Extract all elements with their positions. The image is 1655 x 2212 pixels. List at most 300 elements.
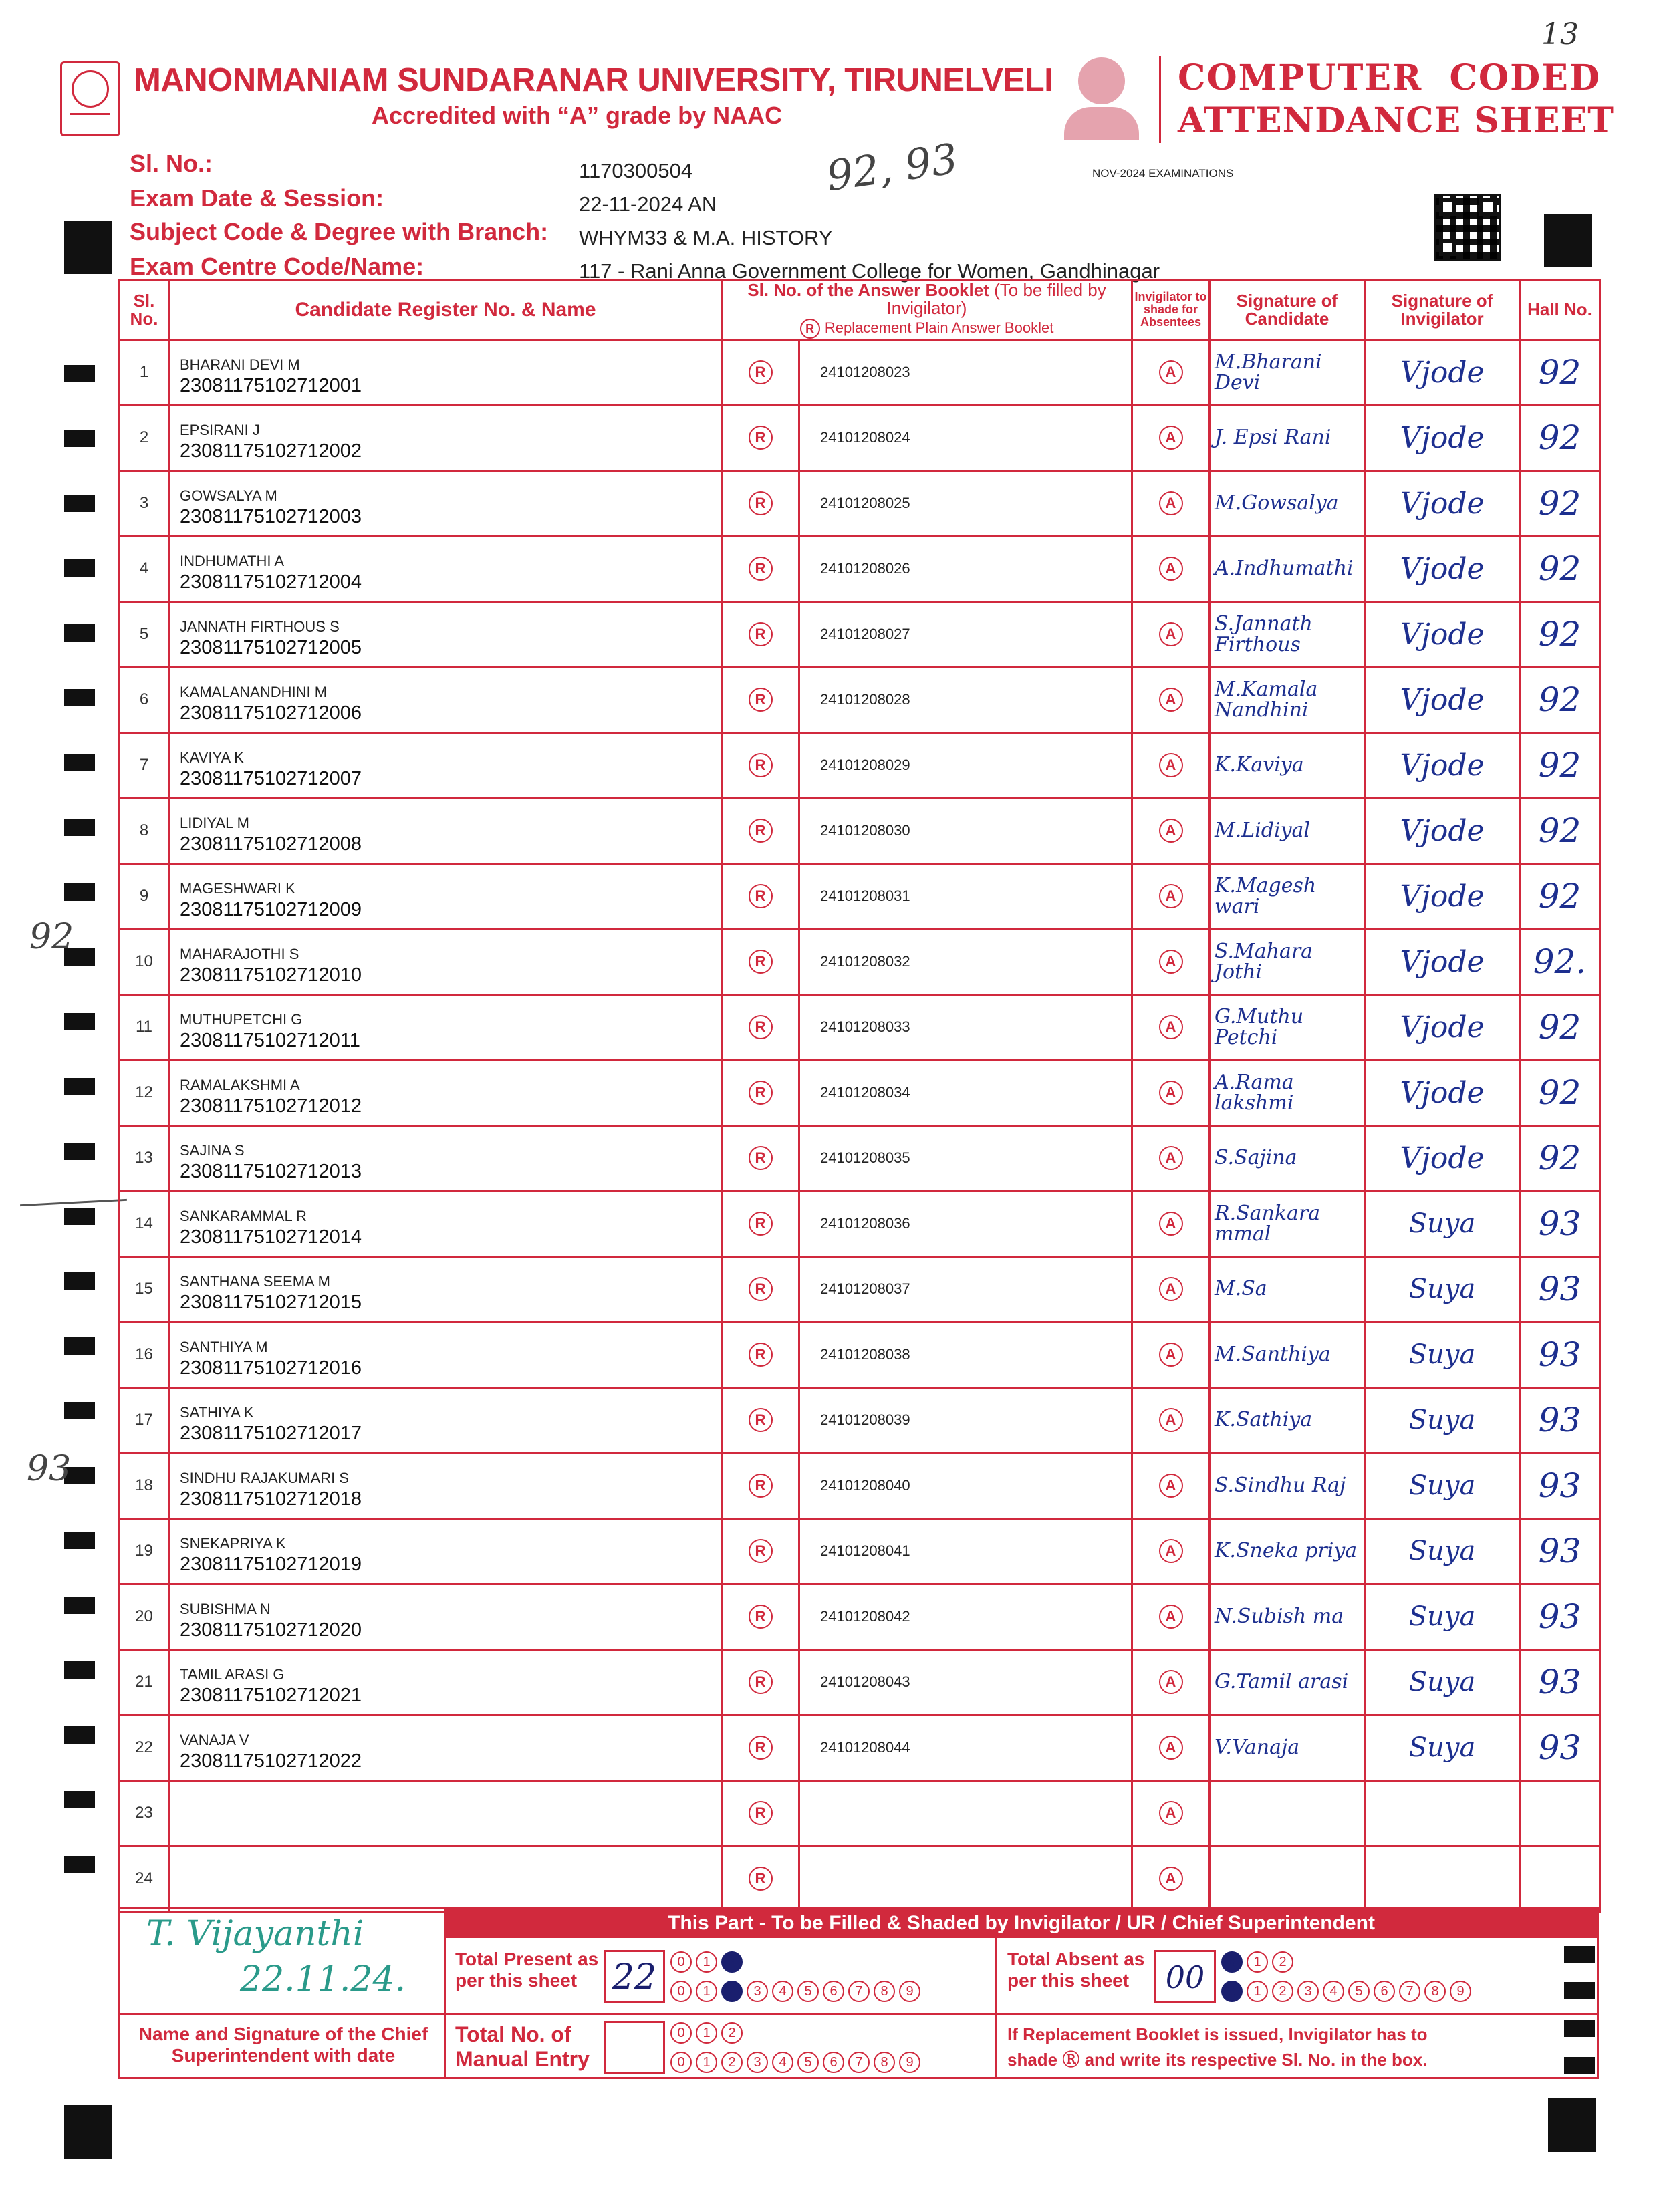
digit-bubble[interactable]: 1	[696, 2022, 717, 2044]
candidate-register-no: 23081175102712022	[180, 1750, 362, 1772]
replacement-bubble-cell[interactable]	[722, 1649, 799, 1715]
absent-bubble-cell[interactable]	[1132, 536, 1210, 601]
absent-bubble[interactable]: A	[1159, 1605, 1183, 1629]
replacement-bubble[interactable]: R	[749, 753, 773, 777]
header-sl: Sl. No.	[119, 281, 170, 340]
timing-mark	[64, 1272, 95, 1290]
digit-bubble[interactable]: 1	[1247, 1951, 1268, 1973]
digit-bubble[interactable]: 0	[670, 2022, 692, 2044]
booklet-no: 24101208033	[799, 994, 1132, 1060]
row-sl-no: 2	[119, 405, 170, 470]
digit-bubble[interactable]: 4	[772, 2052, 793, 2073]
absent-bubble[interactable]: A	[1159, 1081, 1183, 1105]
exam-date-label: Exam Date & Session:	[130, 184, 384, 212]
candidate-cell	[170, 1322, 722, 1387]
absent-bubble[interactable]: A	[1159, 884, 1183, 908]
replacement-bubble-cell[interactable]	[722, 601, 799, 667]
invigilator-signature: Suya	[1365, 1715, 1520, 1780]
digit-bubble[interactable]: 0	[670, 1981, 692, 2002]
booklet-no: 24101208028	[799, 667, 1132, 732]
chief-vertical	[444, 1909, 446, 2077]
absent-bubble[interactable]: A	[1159, 1343, 1183, 1367]
hall-no: 92	[1520, 1125, 1600, 1191]
replacement-bubble[interactable]: R	[749, 1539, 773, 1563]
hall-no: 92	[1520, 601, 1600, 667]
hall-no: 92	[1520, 732, 1600, 798]
timing-mark	[64, 1143, 95, 1160]
digit-bubble[interactable]: 3	[747, 2052, 768, 2073]
candidate-signature: M.Lidiyal	[1210, 798, 1365, 863]
absent-bubble-cell[interactable]	[1132, 339, 1210, 405]
digit-bubble[interactable]: 8	[874, 2052, 895, 2073]
replacement-bubble-cell[interactable]	[722, 1060, 799, 1125]
candidate-name: MAGESHWARI K	[180, 879, 295, 897]
replacement-bubble[interactable]: R	[749, 1343, 773, 1367]
absent-bubble-cell[interactable]	[1132, 470, 1210, 536]
absent-bubble[interactable]: A	[1159, 360, 1183, 384]
absent-bubble[interactable]: A	[1159, 1867, 1183, 1891]
absent-bubble-cell[interactable]	[1132, 1453, 1210, 1518]
header-hall: Hall No.	[1520, 281, 1600, 340]
replacement-bubble-cell[interactable]	[722, 1453, 799, 1518]
digit-bubble[interactable]: 3	[1297, 1981, 1319, 2002]
candidate-register-no: 23081175102712007	[180, 767, 362, 789]
candidate-signature: G.Muthu Petchi	[1210, 994, 1365, 1060]
digit-bubble[interactable]: 2	[721, 2052, 743, 2073]
replacement-bubble-cell[interactable]	[722, 1518, 799, 1584]
candidate-cell	[170, 929, 722, 994]
total-present-value: 22	[612, 1957, 657, 1997]
manual-units-bubbles[interactable]	[670, 2052, 924, 2073]
candidate-signature: G.Tamil arasi	[1210, 1649, 1365, 1715]
row-sl-no: 20	[119, 1584, 170, 1649]
hall-no: 93	[1520, 1387, 1600, 1453]
invigilator-signature: Vjode	[1365, 994, 1520, 1060]
candidate-cell	[170, 994, 722, 1060]
candidate-cell	[170, 798, 722, 863]
absent-bubble-cell[interactable]	[1132, 1649, 1210, 1715]
replacement-bubble-cell[interactable]	[722, 1780, 799, 1846]
absent-bubble[interactable]: A	[1159, 1539, 1183, 1563]
replacement-bubble[interactable]: R	[749, 1015, 773, 1039]
absent-bubble-cell[interactable]	[1132, 1322, 1210, 1387]
timing-mark	[64, 1597, 95, 1614]
absent-bubble[interactable]: A	[1159, 1146, 1183, 1170]
candidate-name: SUBISHMA N	[180, 1600, 271, 1617]
candidate-signature: M.Santhiya	[1210, 1322, 1365, 1387]
total-absent-box[interactable]	[1154, 1950, 1216, 2003]
digit-bubble[interactable]: 0	[670, 2052, 692, 2073]
candidate-cell	[170, 339, 722, 405]
row-sl-no: 7	[119, 732, 170, 798]
table-row	[119, 1322, 1600, 1387]
digit-bubble[interactable]: 2	[1272, 1981, 1293, 2002]
candidate-name: INDHUMATHI A	[180, 552, 285, 569]
candidate-register-no: 23081175102712011	[180, 1029, 360, 1051]
university-name: MANONMANIAM SUNDARANAR UNIVERSITY, TIRUNELVELI	[134, 62, 1053, 98]
digit-bubble[interactable]: 0	[670, 1951, 692, 1973]
registration-square	[64, 221, 112, 274]
candidate-name: MUTHUPETCHI G	[180, 1010, 303, 1028]
booklet-no: 24101208038	[799, 1322, 1132, 1387]
replacement-bubble[interactable]: R	[749, 491, 773, 515]
replacement-bubble-cell[interactable]	[722, 1846, 799, 1911]
hall-no: 92	[1520, 470, 1600, 536]
hall-no: 92	[1520, 339, 1600, 405]
candidate-name: SATHIYA K	[180, 1403, 254, 1421]
digit-bubble[interactable]: 8	[874, 1981, 895, 2002]
digit-bubble[interactable]: 9	[899, 2052, 920, 2073]
absent-bubble-cell[interactable]	[1132, 994, 1210, 1060]
digit-bubble[interactable]: 6	[823, 2052, 844, 2073]
invigilator-signature: Vjode	[1365, 536, 1520, 601]
candidate-name: SANKARAMMAL R	[180, 1207, 307, 1224]
replacement-bubble-cell[interactable]	[722, 405, 799, 470]
candidate-cell	[170, 1191, 722, 1256]
candidate-cell	[170, 470, 722, 536]
invigilator-signature: Vjode	[1365, 732, 1520, 798]
absent-units-bubbles[interactable]	[1221, 1981, 1475, 2002]
row-sl-no: 22	[119, 1715, 170, 1780]
candidate-signature: M.Sa	[1210, 1256, 1365, 1322]
replacement-bubble[interactable]: R	[749, 1801, 773, 1825]
replacement-bubble[interactable]: R	[749, 426, 773, 450]
replacement-bubble[interactable]: R	[749, 1212, 773, 1236]
hall-no: 93	[1520, 1649, 1600, 1715]
absent-bubble[interactable]: A	[1159, 1277, 1183, 1301]
absent-bubble[interactable]: A	[1159, 819, 1183, 843]
timing-mark	[64, 1013, 95, 1030]
absent-bubble-cell[interactable]	[1132, 929, 1210, 994]
candidate-register-no: 23081175102712013	[180, 1160, 362, 1182]
replacement-bubble-cell[interactable]	[722, 929, 799, 994]
timing-mark	[64, 754, 95, 771]
digit-bubble[interactable]: 5	[1348, 1981, 1370, 2002]
hall-no: 93	[1520, 1256, 1600, 1322]
total-present-box[interactable]	[604, 1950, 665, 2003]
manual-tens-bubbles[interactable]	[670, 2022, 747, 2044]
invigilator-signature: Suya	[1365, 1256, 1520, 1322]
row-sl-no: 23	[119, 1780, 170, 1846]
candidate-cell	[170, 405, 722, 470]
sheet-title-2: ATTENDANCE SHEET	[1178, 100, 1614, 141]
timing-mark	[64, 365, 95, 382]
table-row	[119, 1060, 1600, 1125]
absent-bubble-cell[interactable]	[1132, 1584, 1210, 1649]
candidate-cell	[170, 732, 722, 798]
total-present-label: Total Present as per this sheet	[455, 1949, 599, 1991]
absent-bubble-cell[interactable]	[1132, 1715, 1210, 1780]
absent-bubble[interactable]: A	[1159, 1408, 1183, 1432]
absent-bubble[interactable]: A	[1159, 1015, 1183, 1039]
digit-bubble[interactable]: 3	[747, 1981, 768, 2002]
booklet-no: 24101208031	[799, 863, 1132, 929]
replacement-bubble[interactable]: R	[749, 1408, 773, 1432]
replacement-bubble-cell[interactable]	[722, 667, 799, 732]
booklet-no: 24101208034	[799, 1060, 1132, 1125]
digit-bubble[interactable]: 2	[721, 1951, 743, 1973]
digit-bubble[interactable]: 1	[696, 2052, 717, 2073]
absent-bubble-cell[interactable]	[1132, 1387, 1210, 1453]
timing-mark	[64, 1337, 95, 1355]
candidate-cell	[170, 1715, 722, 1780]
candidate-name: SAJINA S	[180, 1141, 245, 1159]
absent-bubble[interactable]: A	[1159, 1670, 1183, 1694]
candidate-register-no: 23081175102712008	[180, 833, 362, 855]
hall-no: 93	[1520, 1191, 1600, 1256]
absent-bubble-cell[interactable]	[1132, 732, 1210, 798]
timing-mark	[64, 689, 95, 706]
replacement-bubble-cell[interactable]	[722, 1191, 799, 1256]
table-row	[119, 994, 1600, 1060]
replacement-bubble-cell[interactable]	[722, 1387, 799, 1453]
replacement-bubble-cell[interactable]	[722, 536, 799, 601]
chief-label: Name and Signature of the Chief Superintendent with date	[138, 2024, 428, 2066]
candidate-signature: V.Vanaja	[1210, 1715, 1365, 1780]
sl-no-label: Sl. No.:	[130, 150, 213, 177]
absent-bubble-cell[interactable]	[1132, 1256, 1210, 1322]
founder-portrait	[1064, 53, 1139, 142]
table-row	[119, 1125, 1600, 1191]
absent-bubble-cell[interactable]	[1132, 1125, 1210, 1191]
timing-mark	[64, 624, 95, 642]
registration-square	[1544, 214, 1592, 267]
table-row	[119, 1780, 1600, 1846]
centre-value: 117 - Rani Anna Government College for Women, Gandhinagar	[579, 259, 1160, 283]
absent-bubble-cell[interactable]	[1132, 1191, 1210, 1256]
header-invigilator-shade: Invigilator to shade for Absentees	[1132, 281, 1210, 340]
absent-bubble[interactable]: A	[1159, 950, 1183, 974]
row-sl-no: 17	[119, 1387, 170, 1453]
replacement-bubble[interactable]: R	[749, 688, 773, 712]
timing-mark	[64, 495, 95, 512]
row-sl-no: 14	[119, 1191, 170, 1256]
absent-bubble[interactable]: A	[1159, 557, 1183, 581]
replacement-bubble[interactable]: R	[749, 1736, 773, 1760]
chief-signature: T. Vijayanthi	[146, 1914, 364, 1954]
absent-bubble-cell[interactable]	[1132, 601, 1210, 667]
replacement-bubble-cell[interactable]	[722, 732, 799, 798]
timing-mark	[64, 1402, 95, 1419]
table-row	[119, 1453, 1600, 1518]
row-sl-no: 11	[119, 994, 170, 1060]
absent-bubble[interactable]: A	[1159, 1801, 1183, 1825]
header-replacement: Replacement Plain Answer Booklet	[824, 319, 1054, 336]
table-row	[119, 1518, 1600, 1584]
absent-bubble-cell[interactable]	[1132, 1846, 1210, 1911]
replacement-bubble[interactable]: R	[749, 1146, 773, 1170]
absent-bubble-cell[interactable]	[1132, 798, 1210, 863]
absent-divider	[995, 1938, 997, 2013]
candidate-name: EPSIRANI J	[180, 421, 260, 438]
absent-bubble[interactable]: A	[1159, 753, 1183, 777]
replacement-bubble[interactable]: R	[749, 1670, 773, 1694]
digit-bubble[interactable]: 7	[848, 1981, 870, 2002]
digit-bubble[interactable]: 2	[721, 1981, 743, 2002]
invigilator-signature	[1365, 1846, 1520, 1911]
candidate-register-no: 23081175102712016	[180, 1357, 362, 1379]
replacement-bubble[interactable]: R	[749, 557, 773, 581]
hall-no	[1520, 1846, 1600, 1911]
hall-no: 93	[1520, 1322, 1600, 1387]
hall-no: 92	[1520, 863, 1600, 929]
candidate-signature: K.Magesh wari	[1210, 863, 1365, 929]
candidate-name: MAHARAJOTHI S	[180, 945, 299, 962]
table-row	[119, 667, 1600, 732]
candidate-signature: J. Epsi Rani	[1210, 405, 1365, 470]
absent-bubble-cell[interactable]	[1132, 1780, 1210, 1846]
absent-tens-bubbles[interactable]	[1221, 1951, 1297, 1973]
hall-no: 92	[1520, 405, 1600, 470]
candidate-signature: A.Rama lakshmi	[1210, 1060, 1365, 1125]
replacement-bubble[interactable]: R	[749, 1474, 773, 1498]
absent-bubble[interactable]: A	[1159, 1736, 1183, 1760]
replacement-bubble[interactable]: R	[749, 950, 773, 974]
row-sl-no: 4	[119, 536, 170, 601]
replacement-bubble-cell[interactable]	[722, 1125, 799, 1191]
digit-bubble[interactable]: 5	[797, 2052, 819, 2073]
digit-bubble[interactable]: 1	[696, 1951, 717, 1973]
digit-bubble[interactable]: 0	[1221, 1981, 1243, 2002]
digit-bubble[interactable]: 4	[1323, 1981, 1344, 2002]
replacement-note: If Replacement Booklet is issued, Invigilator has to shade Ⓡ and write its respective Sl. No. in the box.	[1007, 2024, 1428, 2070]
booklet-no: 24101208025	[799, 470, 1132, 536]
booklet-no: 24101208036	[799, 1191, 1132, 1256]
replacement-bubble[interactable]: R	[749, 360, 773, 384]
absent-bubble-cell[interactable]	[1132, 1518, 1210, 1584]
booklet-no: 24101208024	[799, 405, 1132, 470]
candidate-signature: R.Sankara mmal	[1210, 1191, 1365, 1256]
absent-bubble[interactable]: A	[1159, 622, 1183, 646]
invigilator-signature: Vjode	[1365, 1060, 1520, 1125]
replacement-bubble-cell[interactable]	[722, 863, 799, 929]
replacement-bubble-cell[interactable]	[722, 1584, 799, 1649]
candidate-cell	[170, 1060, 722, 1125]
present-units-bubbles[interactable]	[670, 1981, 924, 2002]
digit-bubble[interactable]: 1	[696, 1981, 717, 2002]
digit-bubble[interactable]: 5	[797, 1981, 819, 2002]
candidate-register-no: 23081175102712010	[180, 964, 362, 986]
digit-bubble[interactable]: 7	[848, 2052, 870, 2073]
invigilator-signature: Vjode	[1365, 929, 1520, 994]
booklet-no: 24101208032	[799, 929, 1132, 994]
replacement-bubble-cell[interactable]	[722, 339, 799, 405]
chief-divider	[120, 2013, 446, 2015]
absent-bubble-cell[interactable]	[1132, 863, 1210, 929]
booklet-no: 24101208027	[799, 601, 1132, 667]
candidate-name: SANTHANA SEEMA M	[180, 1272, 330, 1290]
header-candidate: Candidate Register No. & Name	[170, 281, 722, 340]
digit-bubble[interactable]: 9	[1450, 1981, 1471, 2002]
absent-bubble[interactable]: A	[1159, 491, 1183, 515]
candidate-signature: S.Mahara Jothi	[1210, 929, 1365, 994]
present-tens-bubbles[interactable]	[670, 1951, 747, 1973]
digit-bubble[interactable]: 0	[1221, 1951, 1243, 1973]
hall-no: 92.	[1520, 929, 1600, 994]
centre-label: Exam Centre Code/Name:	[130, 253, 424, 280]
digit-bubble[interactable]: 7	[1399, 1981, 1420, 2002]
invigilator-signature: Suya	[1365, 1322, 1520, 1387]
timing-mark	[64, 883, 95, 901]
digit-bubble[interactable]: 6	[1374, 1981, 1395, 2002]
replacement-bubble[interactable]: R	[749, 1081, 773, 1105]
booklet-no: 24101208029	[799, 732, 1132, 798]
candidate-cell	[170, 1846, 722, 1911]
exam-date-value: 22-11-2024 AN	[579, 192, 717, 216]
candidate-name: LIDIYAL M	[180, 814, 249, 831]
row-sl-no: 8	[119, 798, 170, 863]
booklet-no: 24101208023	[799, 339, 1132, 405]
absent-bubble-cell[interactable]	[1132, 1060, 1210, 1125]
candidate-signature	[1210, 1780, 1365, 1846]
candidate-cell	[170, 1387, 722, 1453]
sheet-title-1: COMPUTER CODED	[1178, 57, 1601, 98]
replacement-bubble[interactable]: R	[749, 819, 773, 843]
candidate-cell	[170, 1780, 722, 1846]
absent-bubble[interactable]: A	[1159, 1212, 1183, 1236]
replacement-bubble[interactable]: R	[749, 1605, 773, 1629]
candidate-register-no: 23081175102712004	[180, 571, 362, 593]
digit-bubble[interactable]: 8	[1424, 1981, 1446, 2002]
replacement-bubble[interactable]: R	[749, 622, 773, 646]
absent-bubble-cell[interactable]	[1132, 405, 1210, 470]
booklet-no: 24101208042	[799, 1584, 1132, 1649]
candidate-register-no: 23081175102712019	[180, 1553, 362, 1575]
header-sig-candidate: Signature of Candidate	[1210, 281, 1365, 340]
booklet-no	[799, 1846, 1132, 1911]
absent-bubble-cell[interactable]	[1132, 667, 1210, 732]
digit-bubble[interactable]: 2	[1272, 1951, 1293, 1973]
table-row	[119, 601, 1600, 667]
candidate-signature: S.Sindhu Raj	[1210, 1453, 1365, 1518]
replacement-bubble-cell[interactable]	[722, 1322, 799, 1387]
replacement-bubble[interactable]: R	[749, 1277, 773, 1301]
digit-bubble[interactable]: 6	[823, 1981, 844, 2002]
manual-divider	[995, 2013, 997, 2077]
candidate-signature: M.Gowsalya	[1210, 470, 1365, 536]
registration-square	[64, 2105, 112, 2159]
absent-bubble[interactable]: A	[1159, 1474, 1183, 1498]
table-row	[119, 929, 1600, 994]
candidate-register-no: 23081175102712017	[180, 1422, 362, 1444]
replacement-bubble[interactable]: R	[749, 884, 773, 908]
candidate-cell	[170, 1584, 722, 1649]
digit-bubble[interactable]: 1	[1247, 1981, 1268, 2002]
candidate-signature: K.Sneka priya	[1210, 1518, 1365, 1584]
digit-bubble[interactable]: 2	[721, 2022, 743, 2044]
candidate-register-no: 23081175102712002	[180, 440, 362, 462]
digit-bubble[interactable]: 4	[772, 1981, 793, 2002]
replacement-bubble-cell[interactable]	[722, 994, 799, 1060]
digit-bubble[interactable]: 9	[899, 1981, 920, 2002]
hall-no: 92	[1520, 536, 1600, 601]
replacement-bubble[interactable]: R	[749, 1867, 773, 1891]
absent-bubble[interactable]: A	[1159, 688, 1183, 712]
replacement-bubble-cell[interactable]	[722, 470, 799, 536]
replacement-bubble-cell[interactable]	[722, 1256, 799, 1322]
manual-entry-box[interactable]	[604, 2021, 665, 2074]
accreditation: Accredited with “A” grade by NAAC	[372, 102, 783, 129]
row-sl-no: 6	[119, 667, 170, 732]
candidate-signature	[1210, 1846, 1365, 1911]
absent-bubble[interactable]: A	[1159, 426, 1183, 450]
row-sl-no: 12	[119, 1060, 170, 1125]
table-row	[119, 536, 1600, 601]
hall-no: 92	[1520, 798, 1600, 863]
replacement-bubble-cell[interactable]	[722, 1715, 799, 1780]
replacement-bubble-cell[interactable]	[722, 798, 799, 863]
invigilator-signature: Vjode	[1365, 601, 1520, 667]
